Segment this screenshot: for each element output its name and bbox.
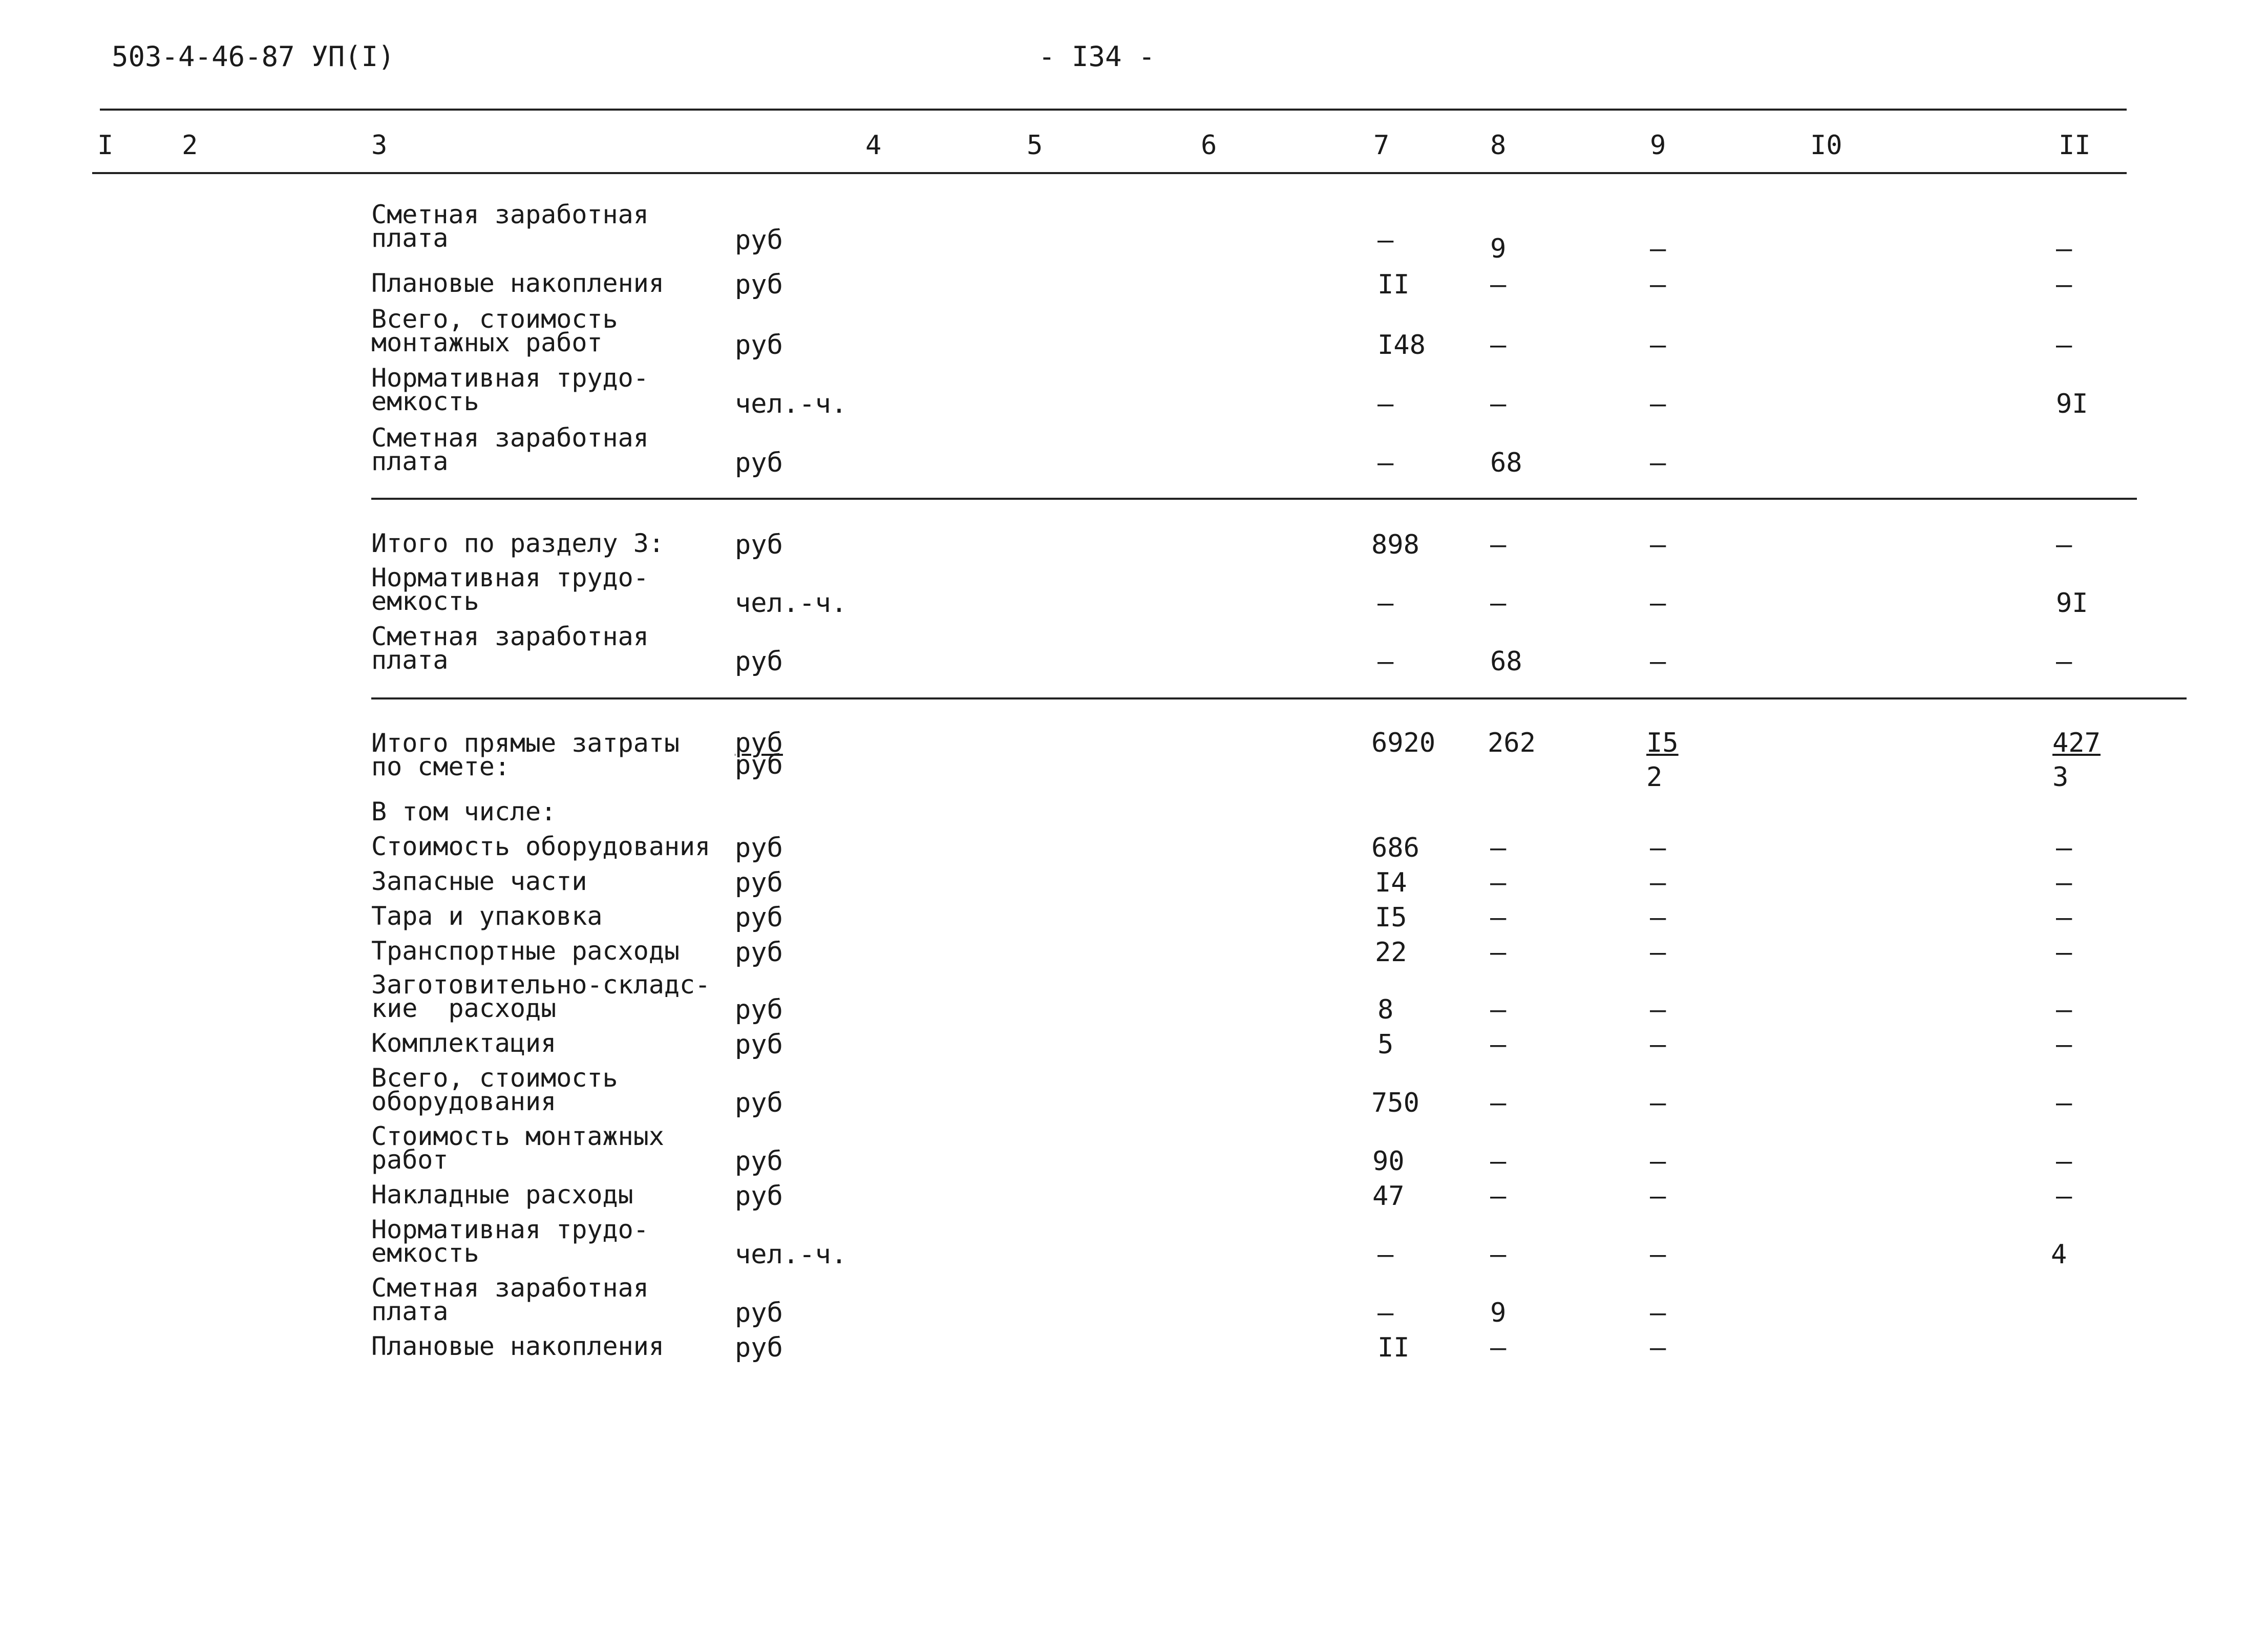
row-label: Стоимость монтажных работ xyxy=(371,1121,664,1175)
cell-col11: – xyxy=(2056,269,2072,300)
row-unit: руб xyxy=(735,1181,783,1212)
column-header-4: 4 xyxy=(865,130,882,161)
cell-col8: – xyxy=(1490,833,1507,863)
row-label: Тара и упаковка xyxy=(371,901,603,931)
column-header-11: II xyxy=(2059,130,2091,161)
cell-col7: I5 xyxy=(1375,902,1407,933)
cell-col8: – xyxy=(1490,1088,1507,1118)
row-unit: руб xyxy=(735,1088,783,1118)
cell-col8: – xyxy=(1490,994,1507,1025)
total-col9-bottom: 2 xyxy=(1646,762,1663,793)
total-unit-bottom: руб xyxy=(735,750,783,780)
total-col11-bottom: 3 xyxy=(2052,762,2069,793)
cell-col11: – xyxy=(2056,1181,2072,1212)
row-unit: руб xyxy=(735,833,783,863)
row-label: Сметная заработная плата xyxy=(371,1273,649,1326)
cell-col7: – xyxy=(1377,1298,1394,1328)
cell-col7: 8 xyxy=(1377,994,1394,1025)
row-unit: руб xyxy=(735,1332,783,1363)
section-divider xyxy=(371,697,2187,699)
cell-col8: – xyxy=(1490,588,1507,619)
row-unit: руб xyxy=(735,937,783,968)
total-label: Итого прямые затраты по смете: xyxy=(371,728,680,781)
cell-col7: I4 xyxy=(1375,867,1407,898)
row-unit: руб xyxy=(735,902,783,933)
cell-col8: – xyxy=(1490,389,1507,419)
cell-col7: 686 xyxy=(1371,833,1419,863)
row-label: Комплектация xyxy=(371,1028,557,1058)
row-label: Всего, стоимость оборудования xyxy=(371,1063,618,1116)
cell-col8: 68 xyxy=(1490,448,1522,478)
row-label: Сметная заработная плата xyxy=(371,423,649,476)
row-unit: руб xyxy=(735,1029,783,1060)
cell-col11: – xyxy=(2056,833,2072,863)
row-label: Плановые накопления xyxy=(371,268,664,298)
cell-col9: – xyxy=(1650,1239,1666,1270)
cell-col7: I48 xyxy=(1377,330,1426,360)
table-header-bottom-rule xyxy=(92,172,2127,174)
cell-col7: – xyxy=(1377,225,1394,256)
cell-col9: – xyxy=(1650,833,1666,863)
row-unit: чел.-ч. xyxy=(735,1239,847,1270)
row-unit: руб xyxy=(735,225,783,256)
cell-col8: – xyxy=(1490,1146,1507,1177)
cell-col7: 5 xyxy=(1377,1029,1394,1060)
cell-col9: – xyxy=(1650,234,1666,264)
row-label: Сметная заработная плата xyxy=(371,622,649,675)
cell-col9: – xyxy=(1650,1298,1666,1328)
column-header-8: 8 xyxy=(1490,130,1507,161)
row-label: Стоимость оборудования xyxy=(371,832,711,861)
cell-col8: 68 xyxy=(1490,646,1522,677)
column-header-1: I xyxy=(97,130,114,161)
subheading: В том числе: xyxy=(371,797,557,826)
cell-col9: – xyxy=(1650,269,1666,300)
cell-col11: – xyxy=(2056,330,2072,360)
page-number: - I34 - xyxy=(1038,40,1155,73)
row-label: Нормативная трудо- емкость xyxy=(371,363,649,416)
cell-col9: – xyxy=(1650,330,1666,360)
row-label: Нормативная трудо- емкость xyxy=(371,1215,649,1268)
row-label: Транспортные расходы xyxy=(371,936,680,966)
cell-col8: 9 xyxy=(1490,1298,1507,1328)
cell-col11: – xyxy=(2056,994,2072,1025)
cell-col11: – xyxy=(2056,1029,2072,1060)
cell-col8: – xyxy=(1490,269,1507,300)
cell-col11: 9I xyxy=(2056,588,2088,619)
total-col8: 262 xyxy=(1488,728,1536,758)
column-header-2: 2 xyxy=(182,130,198,161)
cell-col9: – xyxy=(1650,1181,1666,1212)
cell-col7: 750 xyxy=(1371,1088,1419,1118)
cell-col9: – xyxy=(1650,1146,1666,1177)
cell-col7: 47 xyxy=(1372,1181,1405,1212)
row-unit: руб xyxy=(735,529,783,560)
cell-col8: – xyxy=(1490,902,1507,933)
total-unit-top: руб xyxy=(735,728,783,758)
cell-col9: – xyxy=(1650,867,1666,898)
cell-col11: – xyxy=(2056,646,2072,677)
total-col11-top: 427 xyxy=(2052,728,2101,758)
column-header-6: 6 xyxy=(1201,130,1217,161)
row-label: Заготовительно-складс- кие расходы xyxy=(371,970,711,1023)
cell-col7: – xyxy=(1377,389,1394,419)
cell-col11: – xyxy=(2056,902,2072,933)
cell-col9: – xyxy=(1650,1088,1666,1118)
cell-col8: – xyxy=(1490,1239,1507,1270)
cell-col8: – xyxy=(1490,330,1507,360)
row-label: Всего, стоимость монтажных работ xyxy=(371,304,618,357)
cell-col9: – xyxy=(1650,389,1666,419)
cell-col9: – xyxy=(1650,1332,1666,1363)
column-header-3: 3 xyxy=(371,130,388,161)
cell-col11: – xyxy=(2056,867,2072,898)
section-divider xyxy=(371,498,2137,500)
row-unit: руб xyxy=(735,448,783,478)
cell-col11: 9I xyxy=(2056,389,2088,419)
cell-col7: II xyxy=(1377,1332,1410,1363)
cell-col11: – xyxy=(2056,529,2072,560)
cell-col7: – xyxy=(1377,646,1394,677)
cell-col11: – xyxy=(2056,937,2072,968)
cell-col7: – xyxy=(1377,448,1394,478)
column-header-10: I0 xyxy=(1810,130,1842,161)
table-top-rule xyxy=(100,109,2127,111)
cell-col8: – xyxy=(1490,529,1507,560)
cell-col8: – xyxy=(1490,1332,1507,1363)
cell-col8: 9 xyxy=(1490,234,1507,264)
row-label: Накладные расходы xyxy=(371,1180,633,1210)
cell-col8: – xyxy=(1490,1029,1507,1060)
row-unit: чел.-ч. xyxy=(735,389,847,419)
cell-col11: – xyxy=(2056,234,2072,264)
cell-col9: – xyxy=(1650,1029,1666,1060)
row-unit: руб xyxy=(735,867,783,898)
column-header-7: 7 xyxy=(1373,130,1390,161)
cell-col8: – xyxy=(1490,1181,1507,1212)
cell-col9: – xyxy=(1650,529,1666,560)
column-header-5: 5 xyxy=(1027,130,1043,161)
cell-col9: – xyxy=(1650,994,1666,1025)
cell-col11: 4 xyxy=(2051,1239,2067,1270)
cell-col9: – xyxy=(1650,937,1666,968)
cell-col9: – xyxy=(1650,448,1666,478)
row-unit: руб xyxy=(735,994,783,1025)
row-unit: руб xyxy=(735,1146,783,1177)
cell-col9: – xyxy=(1650,902,1666,933)
cell-col9: – xyxy=(1650,646,1666,677)
cell-col11: – xyxy=(2056,1088,2072,1118)
row-label: Нормативная трудо- емкость xyxy=(371,563,649,616)
row-unit: руб xyxy=(735,269,783,300)
column-header-9: 9 xyxy=(1650,130,1666,161)
total-col9-top: I5 xyxy=(1646,728,1679,758)
row-label: Итого по разделу 3: xyxy=(371,528,664,558)
row-label: Сметная заработная плата xyxy=(371,200,649,253)
document-code: 503-4-46-87 УП(I) xyxy=(112,40,395,73)
cell-col9: – xyxy=(1650,588,1666,619)
cell-col7: 90 xyxy=(1372,1146,1405,1177)
cell-col7: 898 xyxy=(1371,529,1419,560)
row-unit: чел.-ч. xyxy=(735,588,847,619)
cell-col7: – xyxy=(1377,1239,1394,1270)
cell-col11: – xyxy=(2056,1146,2072,1177)
row-unit: руб xyxy=(735,330,783,360)
cell-col7: 22 xyxy=(1375,937,1407,968)
row-unit: руб xyxy=(735,1298,783,1328)
cell-col8: – xyxy=(1490,867,1507,898)
cell-col8: – xyxy=(1490,937,1507,968)
cell-col7: – xyxy=(1377,588,1394,619)
row-label: Запасные части xyxy=(371,866,587,896)
total-col7: 6920 xyxy=(1371,728,1436,758)
row-unit: руб xyxy=(735,646,783,677)
cell-col7: II xyxy=(1377,269,1410,300)
row-label: Плановые накопления xyxy=(371,1331,664,1361)
